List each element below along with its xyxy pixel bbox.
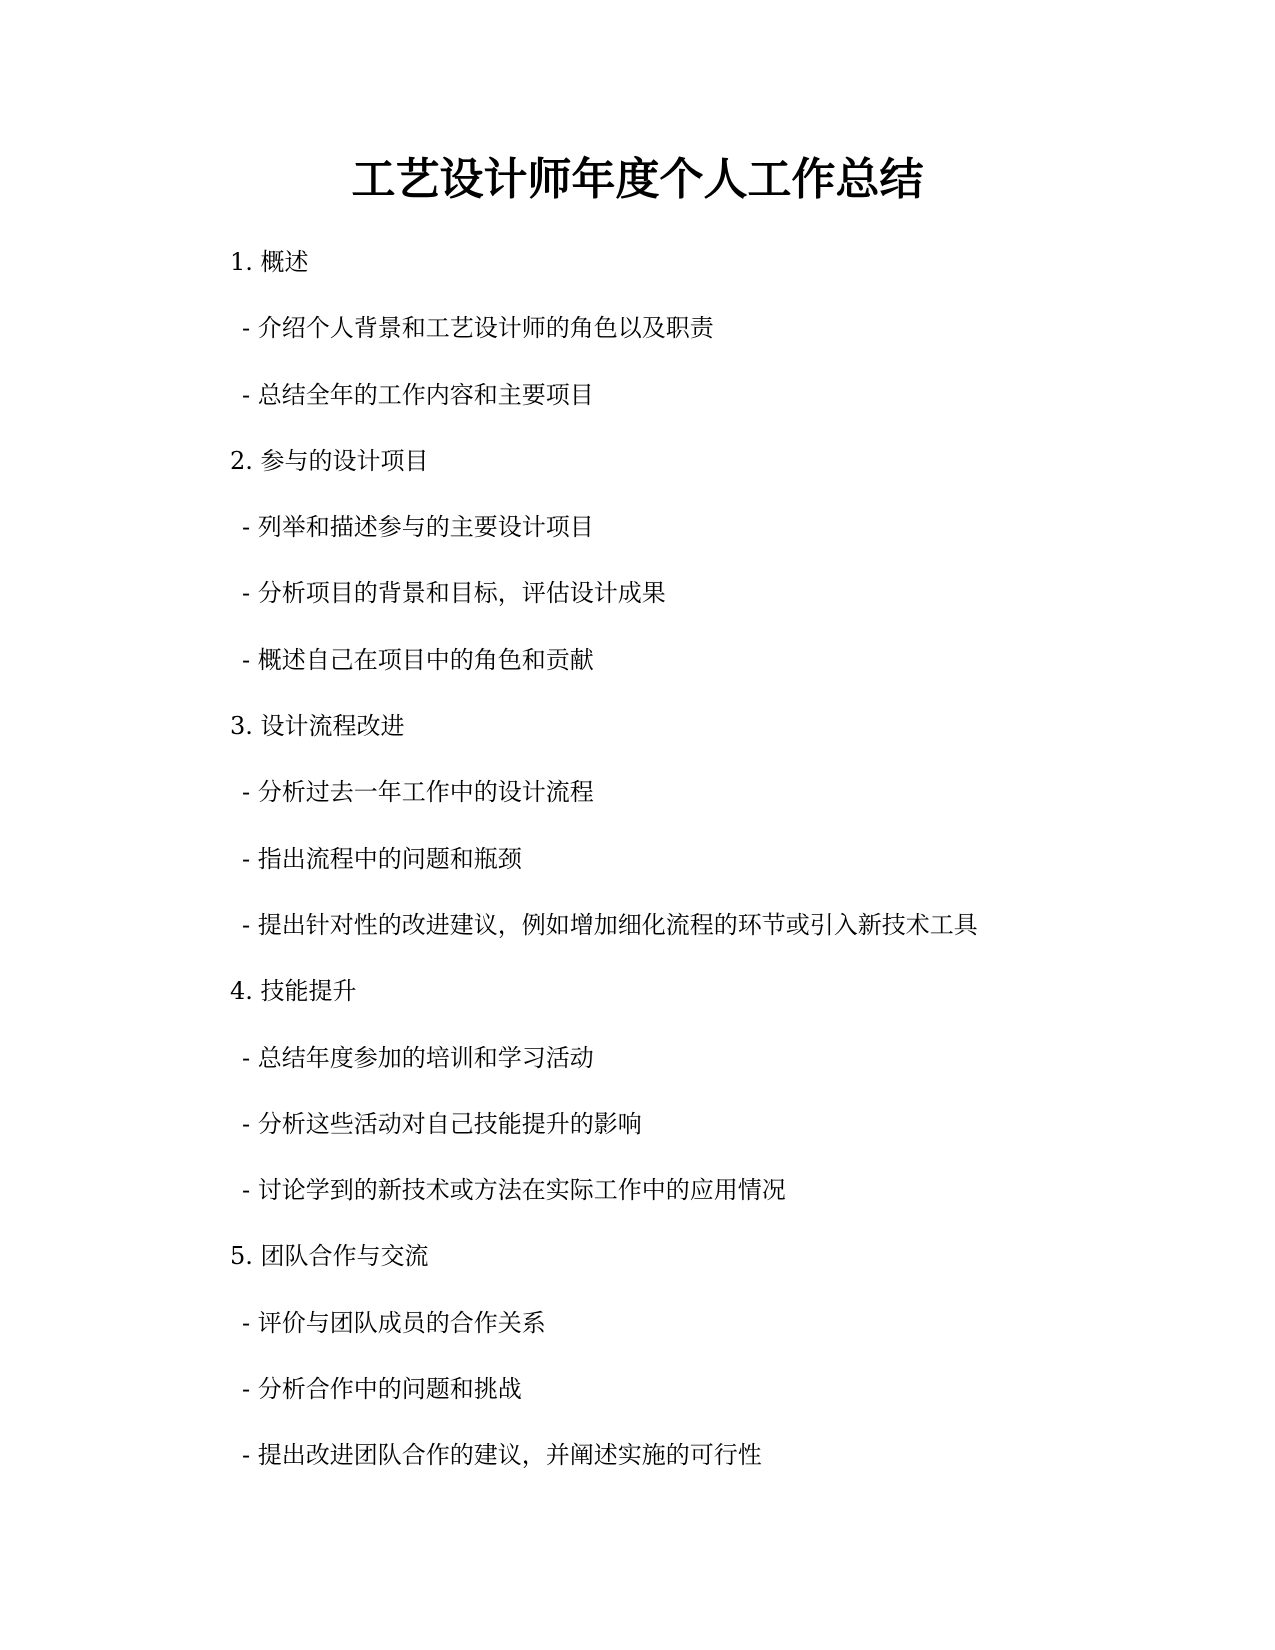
list-item: - 概述自己在项目中的角色和贡献 — [242, 645, 594, 674]
list-item: - 提出针对性的改进建议，例如增加细化流程的环节或引入新技术工具 — [242, 910, 978, 939]
list-item: - 列举和描述参与的主要设计项目 — [242, 513, 594, 542]
section-heading: 4. 技能提升 — [230, 977, 357, 1006]
list-item: - 总结年度参加的培训和学习活动 — [242, 1043, 594, 1072]
list-item: - 评价与团队成员的合作关系 — [242, 1308, 546, 1337]
list-item: - 分析合作中的问题和挑战 — [242, 1375, 522, 1404]
list-item: - 总结全年的工作内容和主要项目 — [242, 380, 594, 409]
document-body — [230, 245, 1050, 1505]
list-item: - 分析这些活动对自己技能提升的影响 — [242, 1109, 642, 1138]
section-heading: 1. 概述 — [230, 248, 309, 276]
list-item: - 讨论学到的新技术或方法在实际工作中的应用情况 — [242, 1176, 786, 1205]
page-title: 工艺设计师年度个人工作总结 — [351, 154, 924, 205]
list-item: - 介绍个人背景和工艺设计师的角色以及职责 — [242, 314, 714, 343]
section-heading: 5. 团队合作与交流 — [230, 1242, 429, 1271]
list-item: - 指出流程中的问题和瓶颈 — [242, 844, 522, 873]
list-item: - 分析过去一年工作中的设计流程 — [242, 778, 594, 807]
section-heading: 3. 设计流程改进 — [230, 712, 405, 741]
list-item: - 提出改进团队合作的建议，并阐述实施的可行性 — [242, 1441, 762, 1470]
section-heading: 2. 参与的设计项目 — [230, 446, 429, 475]
list-item: - 分析项目的背景和目标，评估设计成果 — [242, 579, 666, 608]
